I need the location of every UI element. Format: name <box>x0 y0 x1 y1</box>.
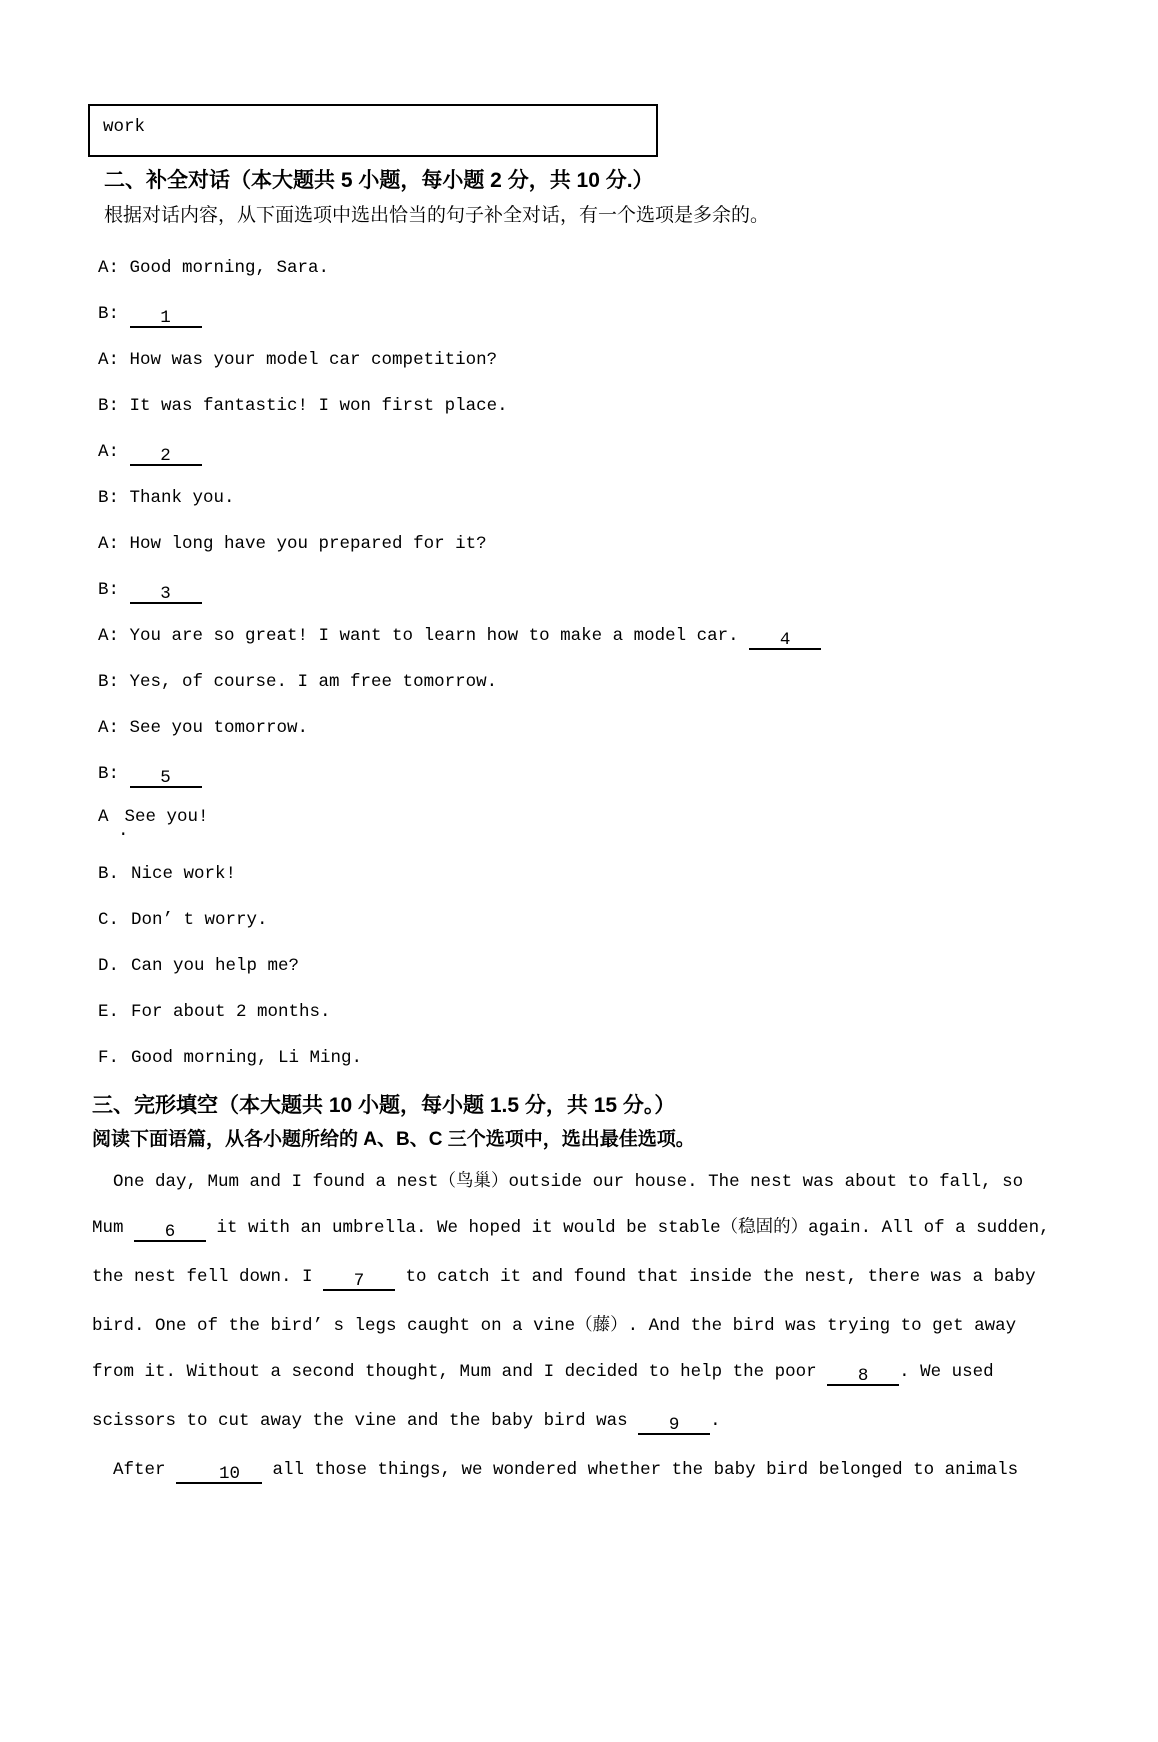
option-label: A <box>98 807 109 827</box>
dialogue-line <box>98 671 1158 693</box>
dialogue-line <box>98 487 1158 509</box>
speaker-label: B: <box>98 764 120 784</box>
dialogue-text <box>119 580 130 600</box>
option-text: Good morning, Li Ming. <box>131 1048 363 1068</box>
section3-instruction: 阅读下面语篇，从各小题所给的 A、B、C 三个选项中，选出最佳选项。 <box>92 1129 695 1150</box>
passage-line <box>92 1217 1072 1242</box>
passage-line <box>92 1361 1072 1386</box>
passage-text: bird. One of the bird’ s legs caught on a vine（藤）. And the bird was trying to get away <box>92 1316 1017 1336</box>
option-item-d <box>98 955 1158 977</box>
dialogue-text <box>119 304 130 324</box>
passage-line <box>92 1315 1072 1337</box>
option-label: E. <box>98 1002 120 1022</box>
option-label: B. <box>98 864 120 884</box>
option-text: Don’ t worry. <box>131 910 268 930</box>
option-item-c <box>98 909 1158 931</box>
answer-blank-3: 3 <box>130 585 202 604</box>
dialogue-line <box>98 257 1158 279</box>
option-text: See you! <box>124 807 209 827</box>
passage-text: from it. Without a second thought, Mum and I decided to help the poor <box>92 1362 828 1382</box>
speaker-label: B: <box>98 580 120 600</box>
dialogue-text: You are so great! I want to learn how to make a model car. <box>119 626 750 646</box>
passage-line <box>92 1171 1072 1193</box>
option-a-orphan-period: . <box>118 821 129 841</box>
speaker-label: A: <box>98 718 120 738</box>
speaker-label: A: <box>98 258 120 278</box>
dialogue-line <box>98 717 1158 739</box>
option-item-b <box>98 863 1158 885</box>
passage-text: it with an umbrella. We hoped it would be stable（稳固的）again. All of a sudden, <box>206 1218 1050 1238</box>
answer-blank-1: 1 <box>130 309 202 328</box>
option-label: F. <box>98 1048 120 1068</box>
dialogue-line <box>98 625 1158 650</box>
dialogue-text <box>119 442 130 462</box>
cloze-blank-8: 8 <box>827 1367 899 1386</box>
exam-page <box>0 104 1158 1484</box>
dialogue-text: How long have you prepared for it? <box>119 534 487 554</box>
option-item-a <box>98 806 1158 828</box>
section3-title: 三、完形填空（本大题共 10 小题，每小题 1.5 分，共 15 分。） <box>92 1094 676 1117</box>
speaker-label: B: <box>98 304 120 324</box>
option-text: For about 2 months. <box>131 1002 331 1022</box>
dialogue-line <box>98 579 1158 604</box>
option-item-e <box>98 1001 1158 1023</box>
dialogue-text: Good morning, Sara. <box>119 258 330 278</box>
answer-blank-2: 2 <box>130 447 202 466</box>
passage-text: to catch it and found that inside the nest, there was a baby <box>395 1267 1036 1287</box>
dialogue-text: Yes, of course. I am free tomorrow. <box>119 672 498 692</box>
dialogue-text <box>119 764 130 784</box>
passage-text: Mum <box>92 1218 135 1238</box>
passage-text: One day, Mum and I found a nest（鸟巢）outside our house. The nest was about to fall, so <box>113 1172 1024 1192</box>
passage-text: . <box>710 1411 721 1431</box>
dialogue-text: How was your model car competition? <box>119 350 498 370</box>
answer-blank-5: 5 <box>130 769 202 788</box>
dialogue-text: See you tomorrow. <box>119 718 309 738</box>
cloze-blank-9: 9 <box>638 1416 710 1435</box>
option-label: C. <box>98 910 120 930</box>
speaker-label: A: <box>98 442 120 462</box>
section2-title: 二、补全对话（本大题共 5 小题，每小题 2 分，共 10 分.） <box>104 169 654 192</box>
passage-text: After <box>113 1460 177 1480</box>
cloze-passage <box>92 1171 1072 1484</box>
passage-text: all those things, we wondered whether the baby bird belonged to animals <box>262 1460 1019 1480</box>
speaker-label: B: <box>98 396 120 416</box>
dialogue-line <box>98 441 1158 466</box>
passage-line <box>92 1266 1072 1291</box>
option-label: D. <box>98 956 120 976</box>
speaker-label: B: <box>98 672 120 692</box>
speaker-label: A: <box>98 626 120 646</box>
option-text: Nice work! <box>131 864 237 884</box>
passage-text: . We used <box>899 1362 994 1382</box>
passage-text: the nest fell down. I <box>92 1267 324 1287</box>
dialogue-text: Thank you. <box>119 488 235 508</box>
speaker-label: A: <box>98 534 120 554</box>
speaker-label: A: <box>98 350 120 370</box>
speaker-label: B: <box>98 488 120 508</box>
dialogue-line <box>98 395 1158 417</box>
dialogue-line <box>98 303 1158 328</box>
dialogue-line <box>98 763 1158 788</box>
cloze-blank-7: 7 <box>323 1272 395 1291</box>
passage-line <box>92 1410 1072 1435</box>
cloze-blank-6: 6 <box>134 1223 206 1242</box>
section2-instruction: 根据对话内容，从下面选项中选出恰当的句子补全对话，有一个选项是多余的。 <box>104 205 770 226</box>
options-block <box>98 806 1158 1069</box>
dialogue-line <box>98 533 1158 555</box>
option-item-f <box>98 1047 1158 1069</box>
work-box-text: work <box>103 117 146 137</box>
passage-line <box>92 1459 1072 1484</box>
work-answer-box <box>88 104 658 157</box>
passage-text: scissors to cut away the vine and the baby bird was <box>92 1411 639 1431</box>
dialogue-text: It was fantastic! I won first place. <box>119 396 508 416</box>
cloze-blank-10: 10 <box>176 1465 262 1484</box>
answer-blank-4: 4 <box>749 631 821 650</box>
option-text: Can you help me? <box>131 956 300 976</box>
dialogue-block <box>98 257 1158 788</box>
dialogue-line <box>98 349 1158 371</box>
